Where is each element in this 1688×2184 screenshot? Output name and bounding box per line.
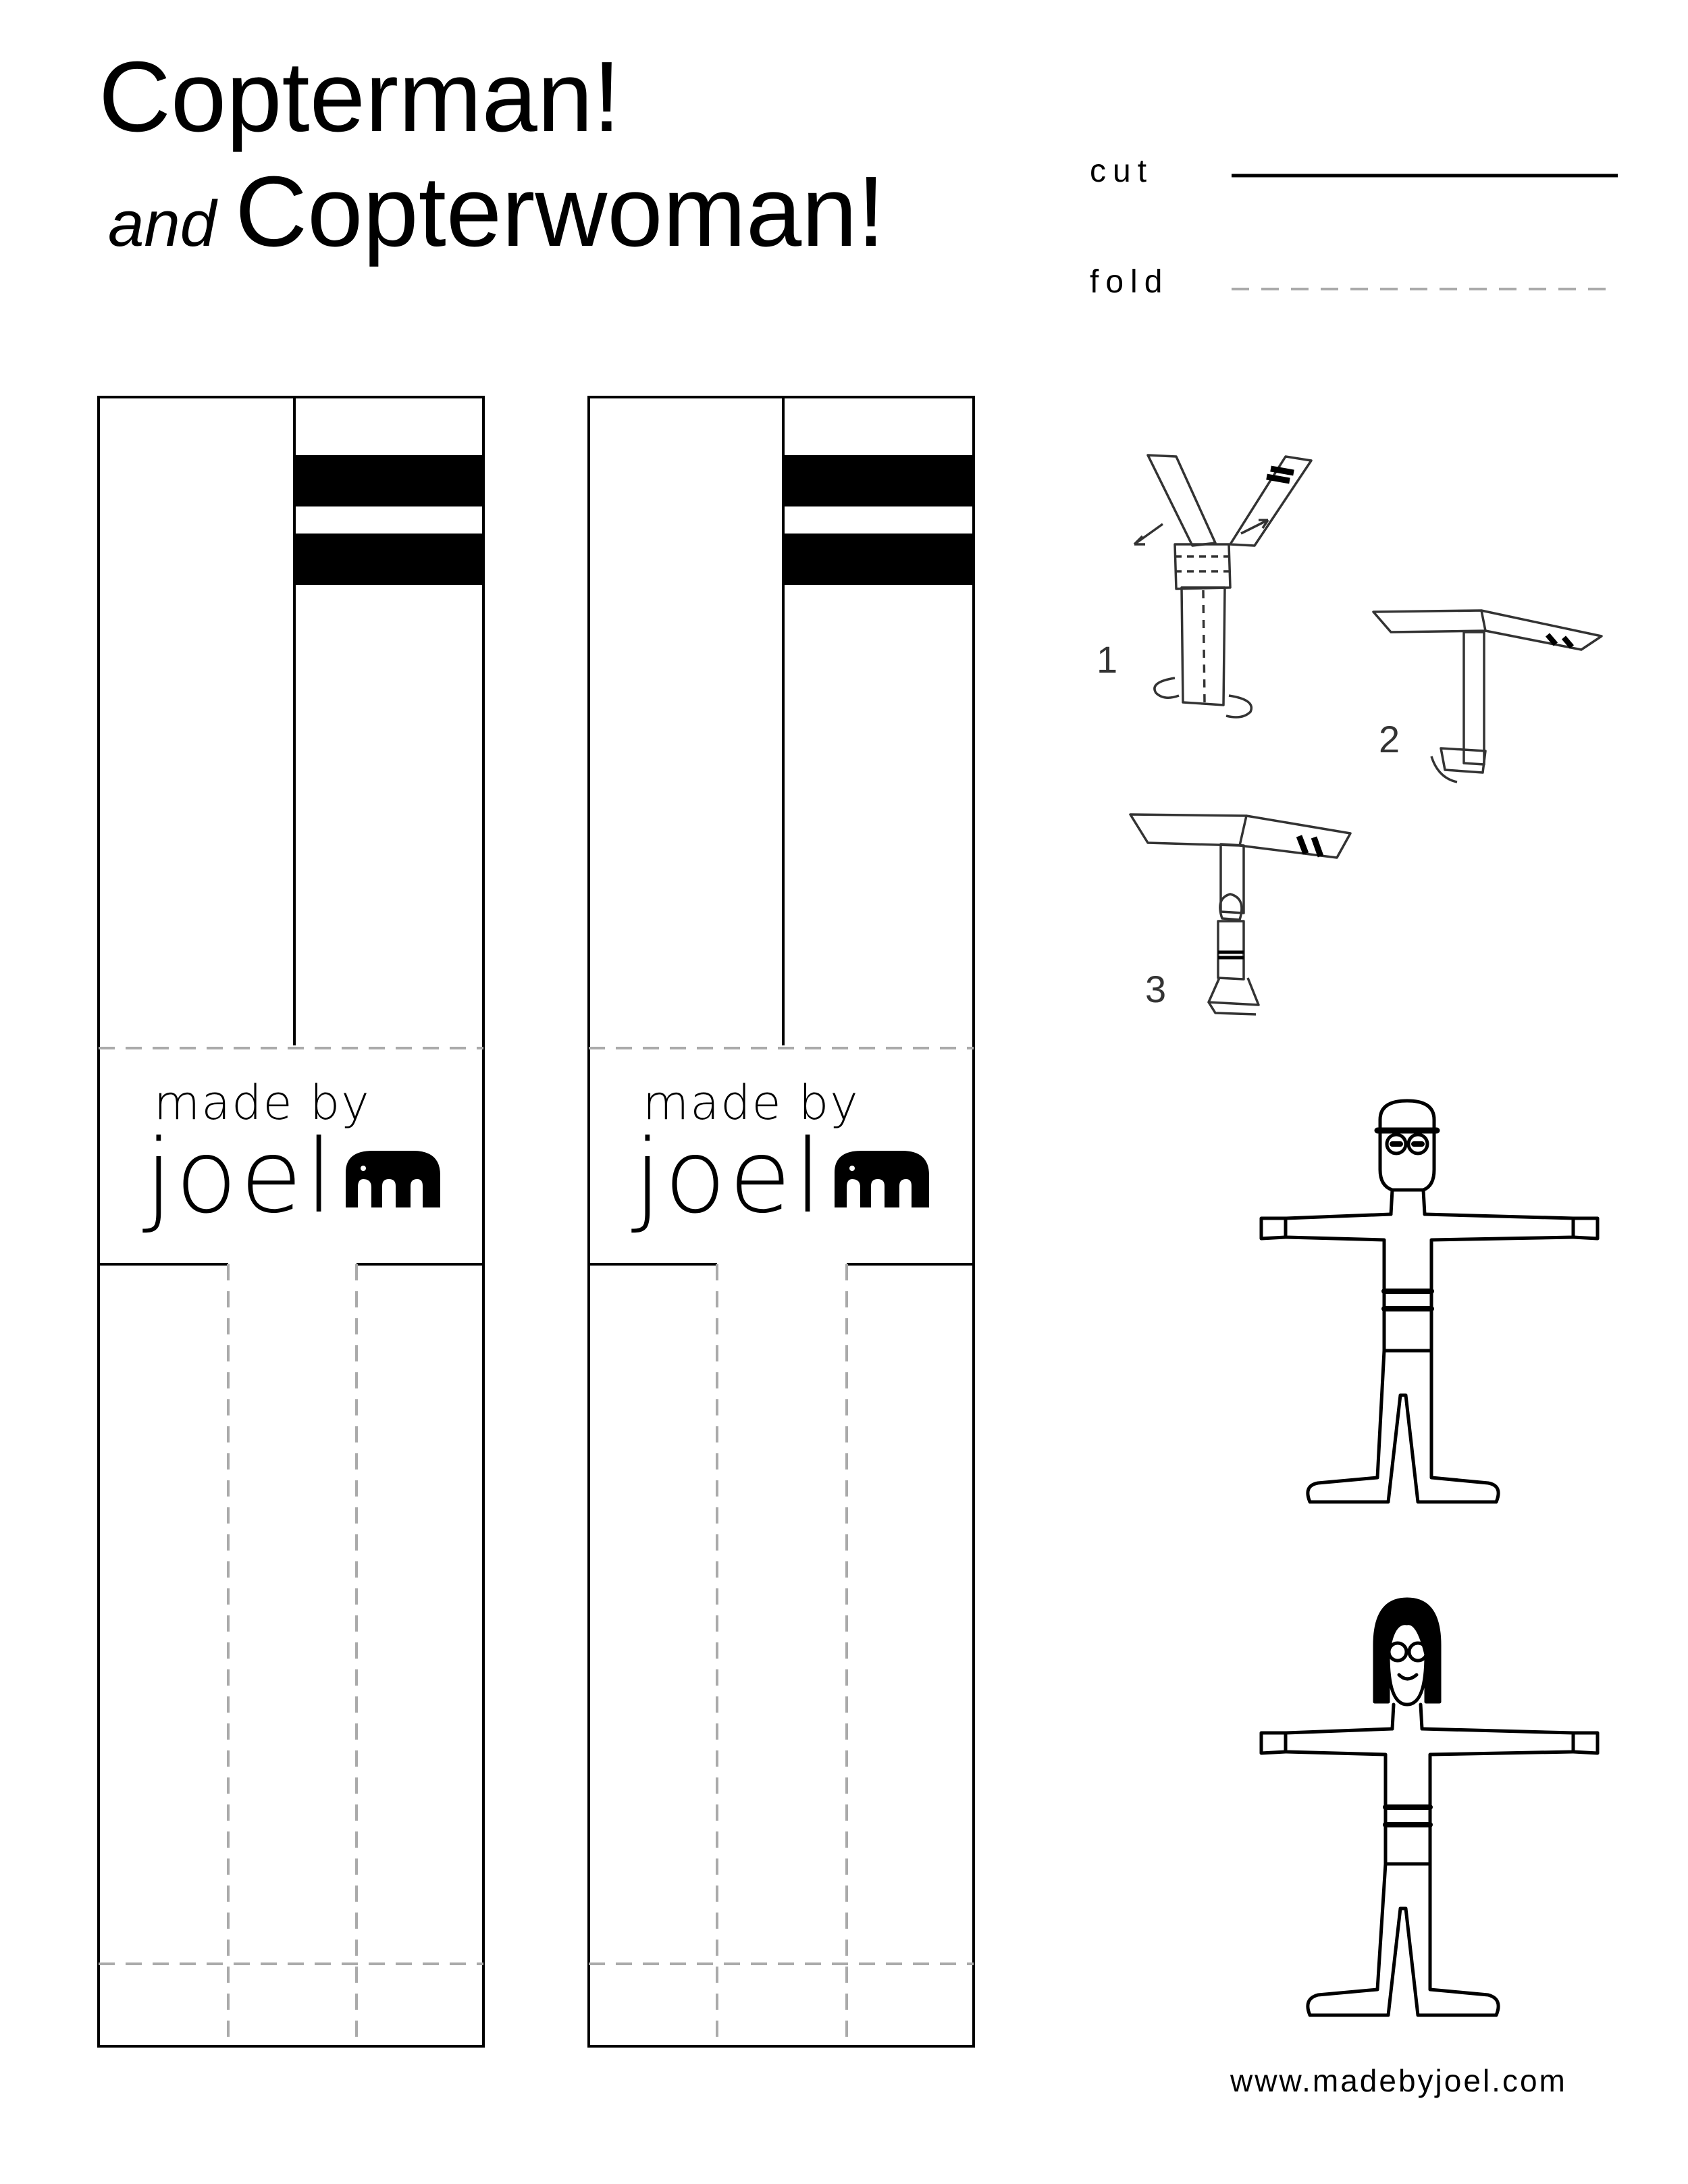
logo-made-by: made by (154, 1075, 371, 1130)
footer-url[interactable]: www.madebyjoel.com (1230, 2063, 1567, 2098)
fold-legend-label: fold (1090, 264, 1169, 300)
copterman-figure (1261, 1101, 1598, 1502)
step-number: 2 (1379, 718, 1400, 760)
logo-joel: joel (633, 1118, 825, 1236)
title-copterwoman: Copterwoman! (235, 156, 885, 267)
step-2-diagram (1373, 610, 1602, 782)
logo-made-by: made by (643, 1075, 860, 1130)
step-1-diagram (1134, 455, 1311, 717)
title-connector: and (108, 188, 217, 260)
title-copterman: Copterman! (99, 41, 621, 153)
step-number: 3 (1145, 968, 1167, 1010)
step-number: 1 (1097, 638, 1118, 681)
cut-legend-label: cut (1090, 153, 1154, 189)
copterwoman-figure (1261, 1599, 1598, 2015)
logo-joel: joel (144, 1118, 336, 1236)
